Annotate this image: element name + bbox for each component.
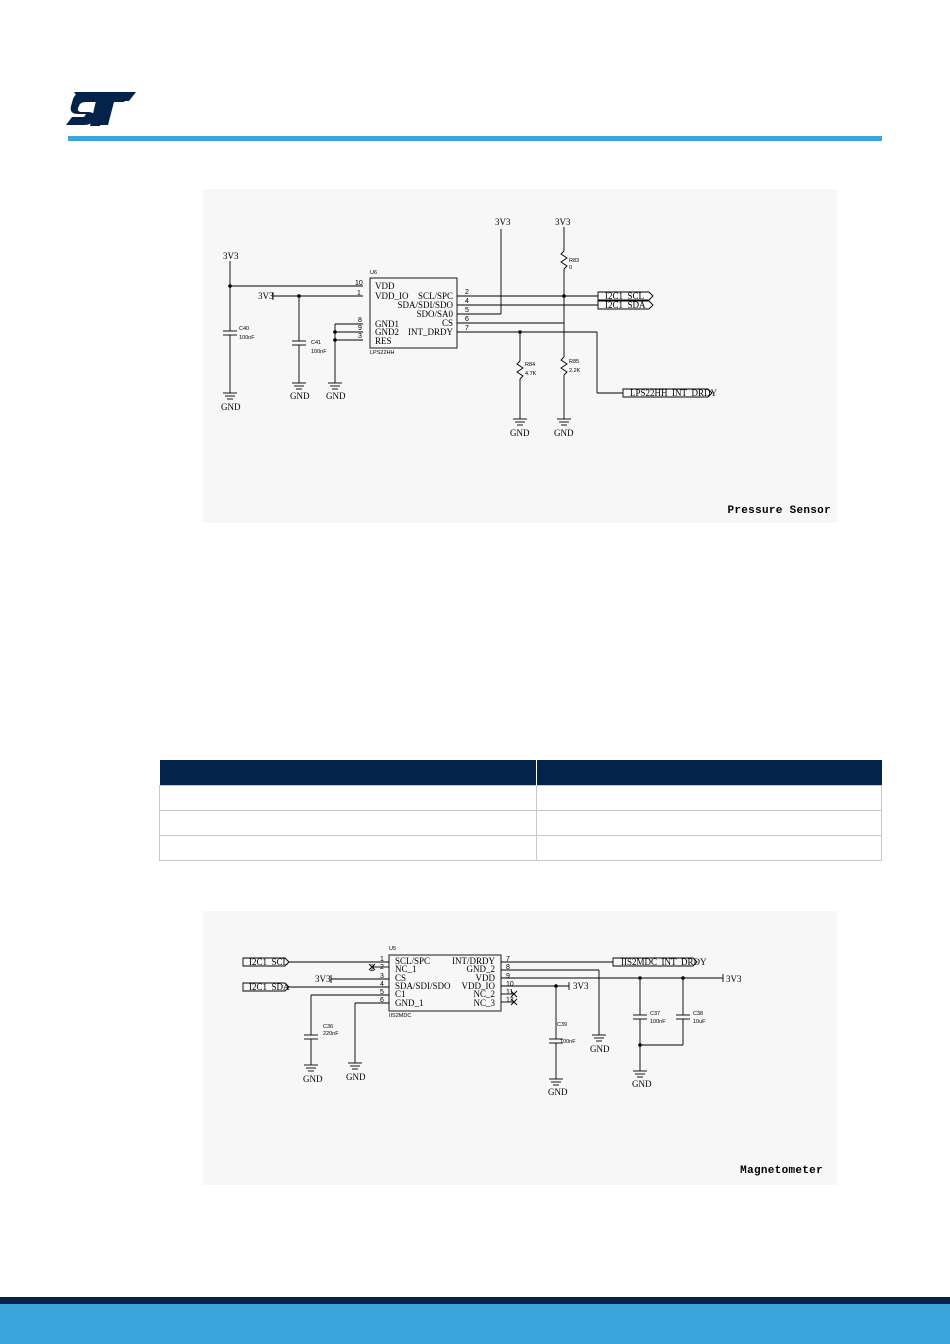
svg-text:IIS2MDC: IIS2MDC [389, 1013, 412, 1019]
svg-text:GND: GND [554, 428, 574, 438]
svg-text:I2C1_SCL: I2C1_SCL [249, 957, 289, 967]
svg-text:C37: C37 [650, 1011, 661, 1017]
svg-text:VDD_IO: VDD_IO [375, 291, 409, 301]
table-row [160, 811, 882, 836]
svg-text:CS: CS [441, 318, 453, 328]
svg-text:3V3: 3V3 [315, 974, 331, 984]
svg-text:LPS22HH: LPS22HH [370, 350, 395, 356]
svg-text:10: 10 [506, 981, 514, 988]
svg-text:100nF: 100nF [239, 335, 255, 341]
svg-text:GND: GND [548, 1087, 568, 1097]
footer-dark-bar [0, 1297, 950, 1304]
table-row [160, 786, 882, 811]
svg-text:GND: GND [510, 428, 530, 438]
svg-text:1: 1 [380, 956, 384, 963]
svg-text:3V3: 3V3 [573, 981, 589, 991]
svg-text:U5: U5 [389, 946, 397, 952]
st-logo [66, 92, 136, 126]
svg-text:7: 7 [465, 325, 469, 332]
svg-text:2: 2 [370, 963, 375, 973]
svg-text:100nF: 100nF [311, 349, 327, 355]
svg-text:C1: C1 [395, 989, 406, 999]
svg-text:1: 1 [357, 290, 361, 297]
svg-text:CS: CS [395, 973, 407, 983]
svg-text:I2C1_SCL: I2C1_SCL [605, 291, 645, 301]
svg-text:INT_DRDY: INT_DRDY [408, 327, 453, 337]
svg-text:4: 4 [380, 981, 384, 988]
svg-text:C40: C40 [239, 326, 250, 332]
svg-text:8: 8 [358, 317, 362, 324]
power-3v3-c40: 3V3 [223, 251, 239, 261]
svg-text:SDO/SA0: SDO/SA0 [416, 309, 453, 319]
table-header-row [160, 760, 882, 786]
svg-text:IIS2MDC_INT_DRDY: IIS2MDC_INT_DRDY [621, 957, 707, 967]
svg-text:11: 11 [506, 989, 514, 996]
svg-text:U6: U6 [370, 270, 378, 276]
svg-text:R83: R83 [569, 258, 580, 264]
svg-text:SCL/SPC: SCL/SPC [417, 291, 453, 301]
svg-text:NC_1: NC_1 [395, 964, 417, 974]
svg-text:3: 3 [380, 973, 384, 980]
magnetometer-schematic [203, 911, 837, 1185]
svg-text:3V3: 3V3 [726, 974, 742, 984]
svg-text:7: 7 [506, 956, 510, 963]
svg-text:3: 3 [358, 333, 362, 340]
svg-text:INT/DRDY: INT/DRDY [452, 956, 495, 966]
svg-text:GND: GND [290, 391, 310, 401]
svg-text:R85: R85 [569, 359, 580, 365]
svg-text:GND1: GND1 [375, 319, 399, 329]
svg-text:GND: GND [632, 1079, 652, 1089]
figure-caption: Pressure Sensor [727, 505, 831, 517]
figure-caption: Magnetometer [740, 1165, 823, 1177]
svg-text:SDA/SDI/SDO: SDA/SDI/SDO [397, 300, 453, 310]
ic-left-pins [357, 281, 409, 346]
svg-text:NC_2: NC_2 [473, 989, 495, 999]
svg-text:GND_1: GND_1 [395, 998, 424, 1008]
svg-text:SDA/SDI/SDO: SDA/SDI/SDO [395, 981, 451, 991]
svg-text:RES: RES [375, 336, 392, 346]
svg-text:4: 4 [465, 298, 469, 305]
svg-text:I2C1_SDA: I2C1_SDA [605, 300, 646, 310]
svg-text:6: 6 [465, 316, 469, 323]
svg-text:I2C1_SDA: I2C1_SDA [249, 982, 290, 992]
svg-text:4.7K: 4.7K [525, 371, 537, 377]
svg-text:2: 2 [380, 964, 384, 971]
svg-text:220nF: 220nF [323, 1031, 339, 1037]
svg-text:R84: R84 [525, 362, 536, 368]
data-table [159, 760, 882, 861]
svg-text:GND2: GND2 [375, 327, 399, 337]
svg-text:3V3: 3V3 [555, 217, 571, 227]
table-row [160, 836, 882, 861]
pressure-sensor-schematic [203, 189, 837, 523]
svg-text:5: 5 [380, 989, 384, 996]
svg-text:10uF: 10uF [693, 1019, 706, 1025]
svg-text:12: 12 [506, 997, 514, 1004]
svg-text:3V3: 3V3 [258, 291, 274, 301]
svg-text:C36: C36 [323, 1024, 334, 1030]
gnd-label: GND [221, 402, 241, 412]
svg-text:5: 5 [465, 307, 469, 314]
svg-text:LPS22HH_INT_DRDY: LPS22HH_INT_DRDY [630, 388, 718, 398]
svg-text:SCL/SPC: SCL/SPC [395, 956, 431, 966]
svg-text:C38: C38 [693, 1011, 704, 1017]
svg-text:VDD_IO: VDD_IO [461, 981, 495, 991]
svg-text:9: 9 [358, 325, 362, 332]
svg-text:9: 9 [506, 973, 510, 980]
svg-text:C39: C39 [557, 1022, 568, 1028]
svg-text:GND: GND [326, 391, 346, 401]
svg-text:6: 6 [380, 997, 384, 1004]
svg-text:100nF: 100nF [650, 1019, 666, 1025]
svg-text:NC_3: NC_3 [473, 998, 495, 1008]
svg-text:3V3: 3V3 [495, 217, 511, 227]
header-rule [68, 136, 882, 141]
svg-text:GND: GND [303, 1074, 323, 1084]
svg-text:GND_2: GND_2 [466, 964, 495, 974]
svg-text:GND: GND [590, 1044, 610, 1054]
svg-text:10: 10 [355, 280, 363, 287]
svg-text:VDD: VDD [475, 973, 495, 983]
svg-text:100nF: 100nF [560, 1039, 576, 1045]
svg-text:2: 2 [465, 289, 469, 296]
svg-text:8: 8 [506, 964, 510, 971]
svg-text:0: 0 [569, 265, 573, 271]
svg-text:GND: GND [346, 1072, 366, 1082]
footer-blue-bar [0, 1304, 950, 1344]
svg-text:2.2K: 2.2K [569, 368, 581, 374]
svg-text:C41: C41 [311, 340, 322, 346]
svg-text:VDD: VDD [375, 281, 395, 291]
